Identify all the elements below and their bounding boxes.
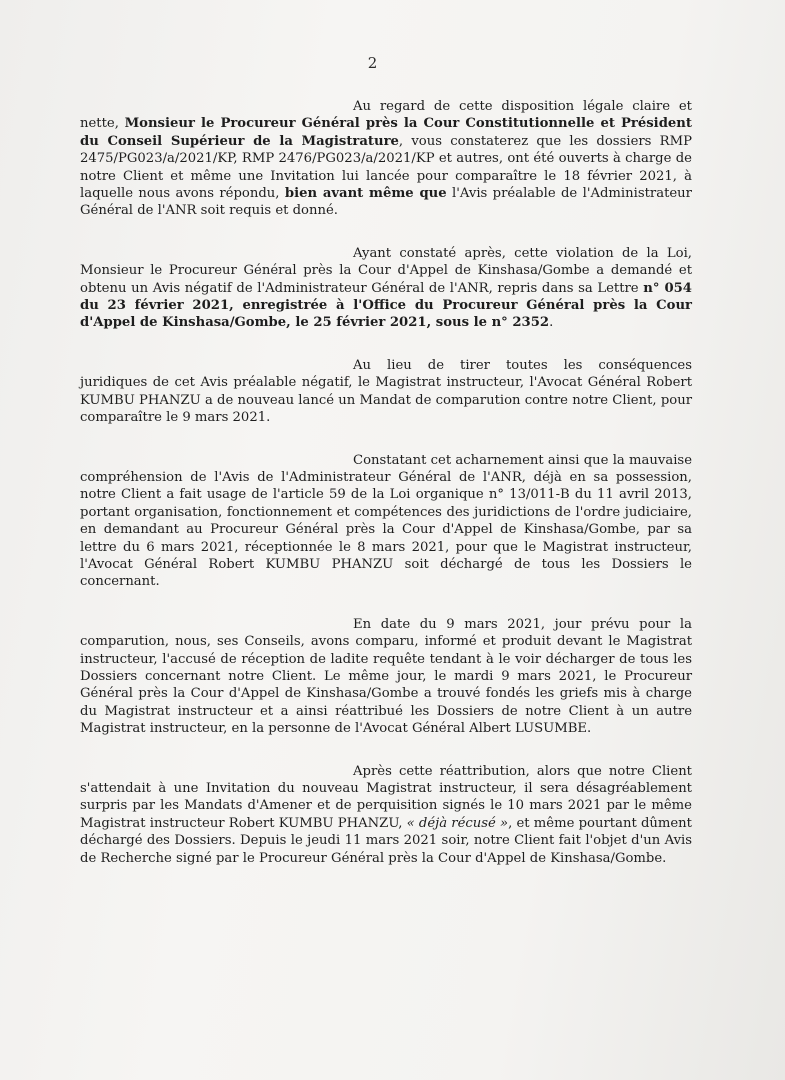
paragraph-text: Au regard de cette disposition légale claire et nette, <box>80 99 692 132</box>
paragraph <box>80 763 692 867</box>
paragraph-text: , vous constaterez que les dossiers RMP 2475/PG023/a/2021/KP, RMP 2476/PG023/a/2021/KP et autres, ont été ouverts à charge de notre Client et même une Invitation lui lancée pour comparaître le 18 février 2021, à laquelle nous avons répondu, <box>80 133 692 202</box>
paragraph-text: l'Avis préalable de l'Administrateur Général de l'ANR soit requis et donné. <box>80 186 692 219</box>
italic-text: « déjà récusé » <box>406 815 509 831</box>
paragraph <box>80 452 692 591</box>
paragraph <box>80 357 692 427</box>
document-body <box>80 98 692 892</box>
paragraph <box>80 616 692 738</box>
paragraph-text: Après cette réattribution, alors que notre Client s'attendait à une Invitation du nouveau Magistrat instructeur, il sera désagréablement surpris par les Mandats d'Amener et de perquisition signés le 10 mars 2021 par le même Magistrat instructeur Robert KUMBU PHANZU, <box>80 763 692 831</box>
bold-text: Monsieur le Procureur Général près la Cour Constitutionnelle et Président du Conseil Supérieur de la Magistrature <box>80 116 692 149</box>
paragraph-text: . <box>549 315 554 331</box>
paragraph <box>80 98 692 220</box>
paragraph-text: Au lieu de tirer toutes les conséquences juridiques de cet Avis préalable négatif, le Magistrat instructeur, l'Avocat Général Robert KUMBU PHANZU a de nouveau lancé un Mandat de comparution contre notre Client, pour comparaître le 9 mars 2021. <box>80 357 692 426</box>
paragraph-text: En date du 9 mars 2021, jour prévu pour la comparution, nous, ses Conseils, avons comparu, informé et produit devant le Magistrat instructeur, l'accusé de réception de ladite requête tendant à le voir décharger de tous les Dossiers concernant notre Client. Le même jour, le mardi 9 mars 2021, le Procureur Général près la Cour d'Appel de Kinshasa/Gombe a trouvé fondés les griefs mis à charge du Magistrat instructeur et a ainsi réattribué les Dossiers de notre Client à un autre Magistrat instructeur, en la personne de l'Avocat Général Albert LUSUMBE. <box>80 616 692 737</box>
paragraph-text: , et même pourtant dûment déchargé des Dossiers. Depuis le jeudi 11 mars 2021 soir, notre Client fait l'objet d'un Avis de Recherche signé par le Procureur Général près la Cour d'Appel de Kinshasa/Gombe. <box>80 815 692 866</box>
page-number: 2 <box>367 54 378 72</box>
paragraph <box>80 245 692 332</box>
paragraph-text: Ayant constaté après, cette violation de la Loi, Monsieur le Procureur Général près la Cour d'Appel de Kinshasa/Gombe a demandé et obtenu un Avis négatif de l'Administrateur Général de l'ANR, repris dans sa Lettre <box>80 245 692 296</box>
bold-text: n° 054 du 23 février 2021, enregistrée à l'Office du Procureur Général près la Cour d'Appel de Kinshasa/Gombe, le 25 février 2021, sous le n° 2352 <box>80 280 692 331</box>
paragraph-text: Constatant cet acharnement ainsi que la mauvaise compréhension de l'Avis de l'Administrateur Général de l'ANR, déjà en sa possession, notre Client a fait usage de l'article 59 de la Loi organique n° 13/011-B du 11 avril 2013, portant organisation, fonctionnement et compétences des juridictions de l'ordre judiciaire, en demandant au Procureur Général près la Cour d'Appel de Kinshasa/Gombe, par sa lettre du 6 mars 2021, réceptionnée le 8 mars 2021, pour que le Magistrat instructeur, l'Avocat Général Robert KUMBU PHANZU soit déchargé de tous les Dossiers le concernant. <box>80 452 692 590</box>
bold-text: bien avant même que <box>284 186 447 202</box>
